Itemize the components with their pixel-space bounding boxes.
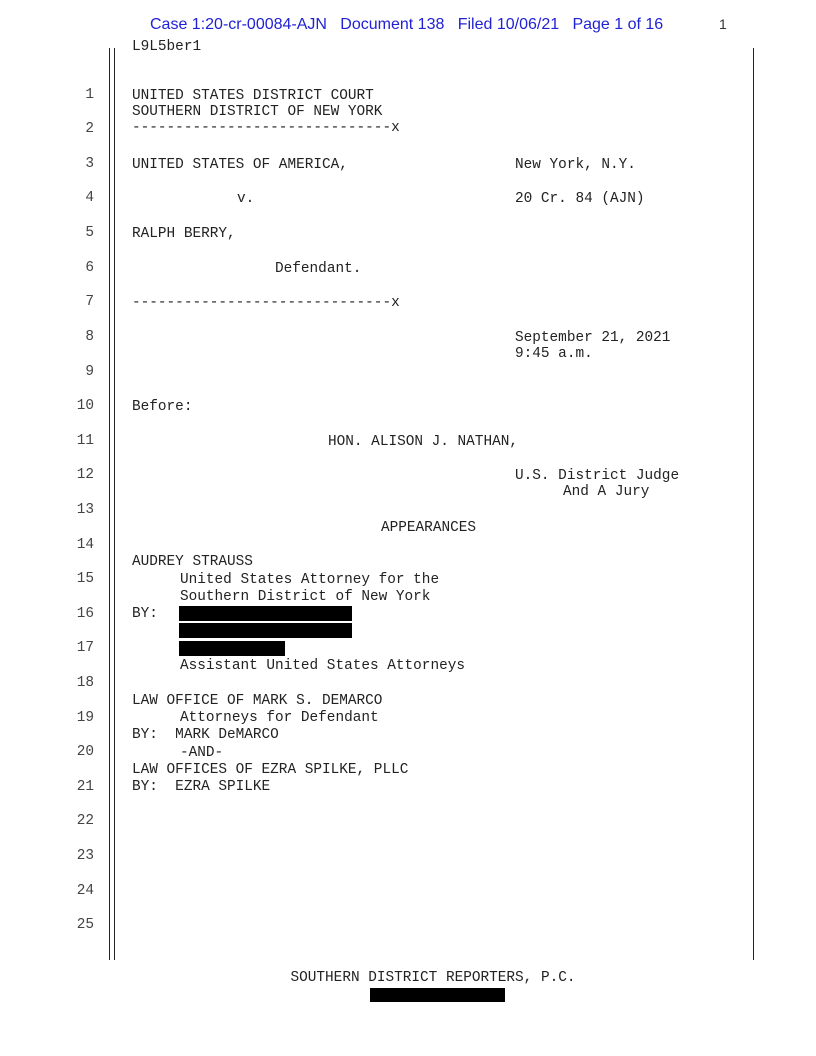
- caption-rule-bottom: ------------------------------x: [132, 295, 400, 311]
- line-number: 25: [76, 917, 94, 933]
- page-number: 1: [719, 16, 727, 32]
- versus: v.: [237, 191, 255, 207]
- hearing-date: September 21, 2021: [515, 330, 671, 346]
- line-number: 18: [76, 675, 94, 691]
- defendant-label: Defendant.: [275, 261, 362, 277]
- line-number: 9: [85, 364, 94, 380]
- jury-note: And A Jury: [563, 484, 650, 500]
- defense-by-2: BY: EZRA SPILKE: [132, 779, 271, 795]
- line-number: 12: [76, 467, 94, 483]
- left-margin-rule-outer: [109, 48, 110, 960]
- right-margin-rule: [753, 48, 754, 960]
- line-number: 7: [85, 294, 94, 310]
- redaction-box: [179, 623, 352, 638]
- court-name-line1: UNITED STATES DISTRICT COURT: [132, 88, 374, 104]
- line-number: 20: [76, 744, 94, 760]
- job-code: L9L5ber1: [132, 39, 202, 55]
- left-margin-rule-inner: [114, 48, 115, 960]
- reporter-footer: SOUTHERN DISTRICT REPORTERS, P.C.: [290, 970, 576, 986]
- line-number: 24: [76, 883, 94, 899]
- line-number: 17: [76, 640, 94, 656]
- line-number: 15: [76, 571, 94, 587]
- defense-firm-2: LAW OFFICES OF EZRA SPILKE, PLLC: [132, 762, 409, 778]
- line-number: 1: [85, 87, 94, 103]
- line-number: 6: [85, 260, 94, 276]
- before-label: Before:: [132, 399, 193, 415]
- line-number: 19: [76, 710, 94, 726]
- caption-rule-top: ------------------------------x: [132, 120, 400, 136]
- line-number: 16: [76, 606, 94, 622]
- hearing-time: 9:45 a.m.: [515, 346, 593, 362]
- line-number: 14: [76, 537, 94, 553]
- line-number: 8: [85, 329, 94, 345]
- defense-role: Attorneys for Defendant: [180, 710, 379, 726]
- ausa-label: Assistant United States Attorneys: [180, 658, 465, 674]
- appearances-heading: APPEARANCES: [381, 520, 476, 536]
- line-number: 13: [76, 502, 94, 518]
- footer-redaction-box: [370, 988, 505, 1002]
- and-separator: -AND-: [180, 745, 224, 761]
- redaction-box: [179, 606, 352, 621]
- line-number: 22: [76, 813, 94, 829]
- line-number: 4: [85, 190, 94, 206]
- redaction-box: [179, 641, 285, 656]
- line-number: 10: [76, 398, 94, 414]
- judge-name: HON. ALISON J. NATHAN,: [328, 434, 518, 450]
- defense-by-1: BY: MARK DeMARCO: [132, 727, 279, 743]
- judge-title: U.S. District Judge: [515, 468, 680, 484]
- court-location: New York, N.Y.: [515, 157, 636, 173]
- gov-by-label: BY:: [132, 606, 158, 622]
- ecf-filing-header: Case 1:20-cr-00084-AJN Document 138 Filed 10/06/21 Page 1 of 16: [150, 16, 664, 33]
- case-number: 20 Cr. 84 (AJN): [515, 191, 645, 207]
- gov-role-line1: United States Attorney for the: [180, 572, 440, 588]
- court-name-line2: SOUTHERN DISTRICT OF NEW YORK: [132, 104, 383, 120]
- line-number: 3: [85, 156, 94, 172]
- plaintiff-name: UNITED STATES OF AMERICA,: [132, 157, 348, 173]
- line-number: 21: [76, 779, 94, 795]
- gov-attorney: AUDREY STRAUSS: [132, 554, 253, 570]
- line-number: 11: [76, 433, 94, 449]
- line-number: 2: [85, 121, 94, 137]
- line-number: 5: [85, 225, 94, 241]
- defendant-name: RALPH BERRY,: [132, 226, 236, 242]
- line-number: 23: [76, 848, 94, 864]
- defense-firm-1: LAW OFFICE OF MARK S. DEMARCO: [132, 693, 383, 709]
- gov-role-line2: Southern District of New York: [180, 589, 431, 605]
